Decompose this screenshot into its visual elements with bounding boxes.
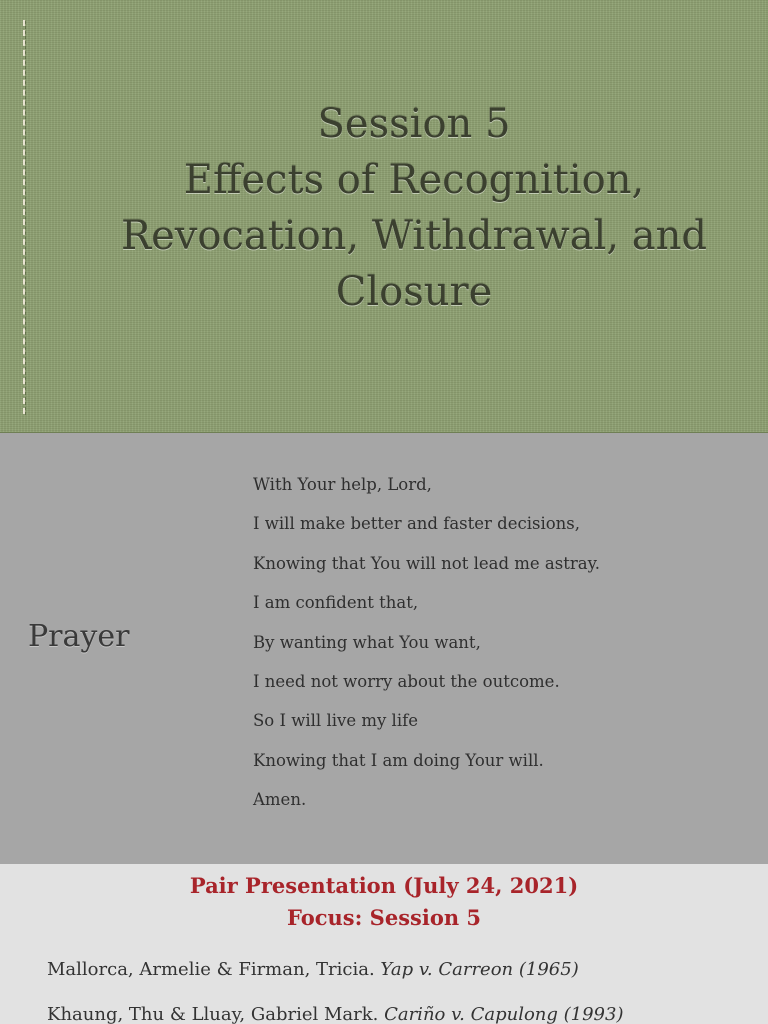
prayer-slide xyxy=(0,433,768,864)
prayer-line: I am confident that, xyxy=(253,593,419,613)
prayer-line: I will make better and faster decisions, xyxy=(253,514,581,534)
list-item xyxy=(47,958,623,1003)
title-line: Revocation, Withdrawal, and xyxy=(121,213,707,259)
presenter-names: Khaung, Thu & Lluay, Gabriel Mark. xyxy=(47,1004,385,1024)
prayer-line: By wanting what You want, xyxy=(253,632,481,652)
list-item xyxy=(47,1003,623,1024)
prayer-line: Amen. xyxy=(253,790,307,810)
title-line: Closure xyxy=(335,269,493,315)
case-title: Yap v. Carreon (1965) xyxy=(380,959,579,980)
prayer-heading: Prayer xyxy=(28,619,130,654)
prayer-line: So I will live my life xyxy=(253,711,418,731)
presentation-heading-line: Pair Presentation (July 24, 2021) xyxy=(189,873,579,898)
presentation-focus-line: Focus: Session 5 xyxy=(286,905,482,930)
title-line: Session 5 xyxy=(317,101,511,147)
case-title: Cariño v. Capulong (1993) xyxy=(384,1004,624,1024)
presentation-heading xyxy=(0,870,768,934)
prayer-line: With Your help, Lord, xyxy=(253,475,432,494)
presentation-slide xyxy=(0,864,768,1024)
prayer-line: Knowing that I am doing Your will. xyxy=(253,750,544,770)
prayer-text xyxy=(253,471,600,826)
presentation-list xyxy=(47,958,623,1024)
title-line: Effects of Recognition, xyxy=(183,157,645,203)
slide-title xyxy=(60,96,768,320)
presenter-names: Mallorca, Armelie & Firman, Tricia. xyxy=(47,959,381,980)
title-slide xyxy=(0,0,768,433)
prayer-line: I need not worry about the outcome. xyxy=(253,671,560,691)
prayer-line: Knowing that You will not lead me astray. xyxy=(253,553,600,573)
